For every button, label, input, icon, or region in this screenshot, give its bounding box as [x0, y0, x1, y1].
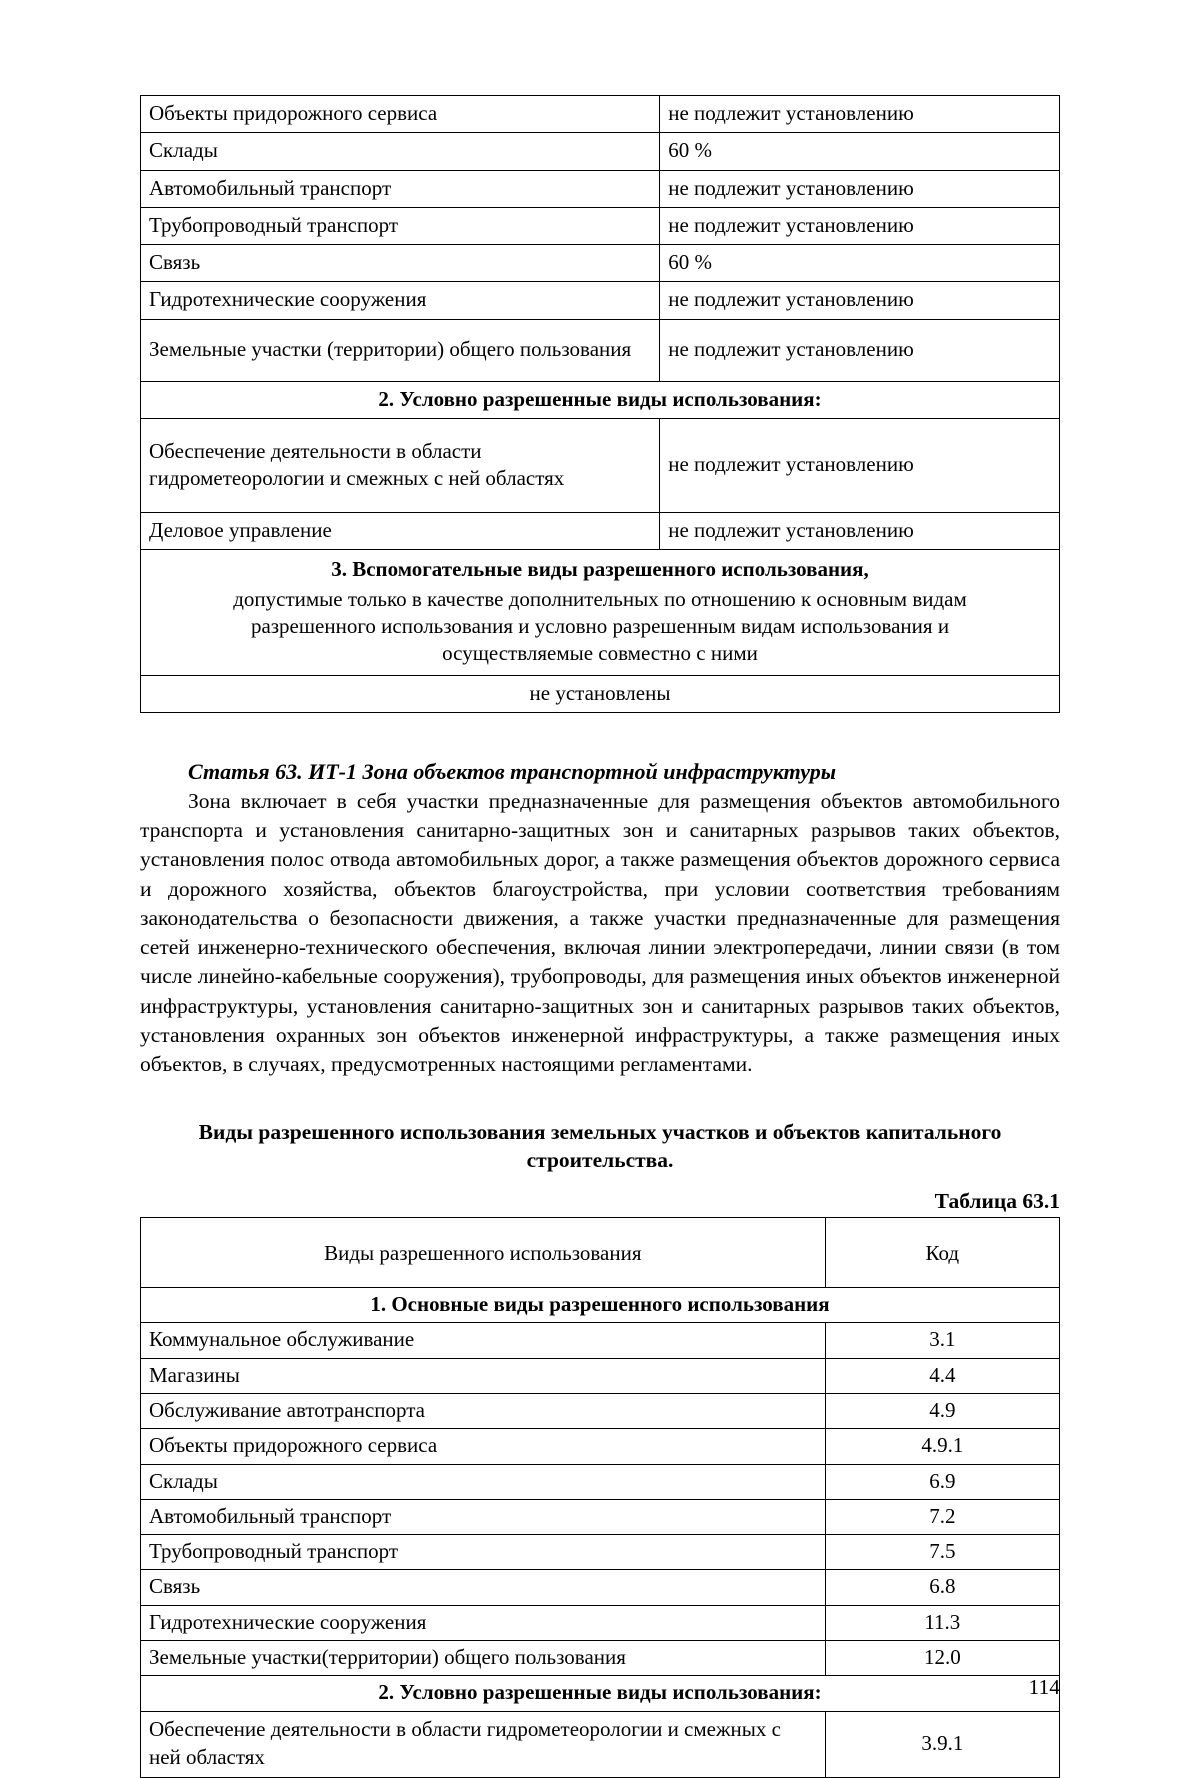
use-code-cell: 4.9 [825, 1393, 1059, 1428]
table-row [141, 245, 1060, 282]
use-code-cell: 3.1 [825, 1323, 1059, 1358]
use-value-cell: не подлежит установлению [660, 419, 1060, 513]
use-value-cell: не подлежит установлению [660, 319, 1060, 381]
use-type-cell: Магазины [141, 1358, 826, 1393]
use-value-cell: не подлежит установлению [660, 207, 1060, 244]
use-type-cell: Земельные участки(территории) общего пользования [141, 1641, 826, 1676]
table-section-row [141, 381, 1060, 418]
use-value-cell: не подлежит установлению [660, 282, 1060, 319]
table-row [141, 1570, 1060, 1605]
use-code-cell: 6.8 [825, 1570, 1059, 1605]
use-type-cell: Деловое управление [141, 513, 660, 550]
use-type-cell: Объекты придорожного сервиса [141, 96, 660, 133]
use-type-cell: Земельные участки (территории) общего пользования [141, 319, 660, 381]
use-type-cell: Объекты придорожного сервиса [141, 1429, 826, 1464]
use-value-cell: 60 % [660, 245, 1060, 282]
column-header-use-type: Виды разрешенного использования [141, 1218, 826, 1288]
use-value-cell: 60 % [660, 133, 1060, 170]
table-header-row [141, 1218, 1060, 1288]
article-title: Статья 63. ИТ-1 Зона объектов транспортной инфраструктуры [188, 758, 836, 784]
use-value-cell: не подлежит установлению [660, 96, 1060, 133]
table-row [141, 96, 1060, 133]
use-code-cell: 7.2 [825, 1499, 1059, 1534]
use-type-cell: Гидротехнические сооружения [141, 282, 660, 319]
table-row [141, 170, 1060, 207]
auxiliary-value-cell: не установлены [141, 675, 1060, 712]
table-permitted-use-codes [140, 1217, 1060, 1778]
article-body-paragraph: Зона включает в себя участки предназначенные для размещения объектов автомобильного транспорта и установления санитарно-защитных зон и санитарных разрывов таких объектов, установления полос отвода автомобильных дорог, а также размещения объектов дорожного сервиса и дорожного хозяйства, объектов благоустройства, при условии соответствия требованиям законодательства о безопасности движения, а также участки предназначенные для размещения сетей инженерно-технического обеспечения, включая линии электропередачи, линии связи (в том числе линейно-кабельные сооружения), трубопроводы, для размещения иных объектов инженерной инфраструктуры, установления санитарно-защитных зон и санитарных разрывов таких объектов, установления охранных зон объектов инженерной инфраструктуры, а также размещения иных объектов, в случаях, предусмотренных настоящими регламентами. [140, 788, 1060, 1076]
column-header-code: Код [825, 1218, 1059, 1288]
table-body [141, 1218, 1060, 1778]
table-row [141, 1535, 1060, 1570]
page-number: 114 [1028, 1675, 1060, 1699]
use-type-cell: Гидротехнические сооружения [141, 1605, 826, 1640]
table-caption: Таблица 63.1 [934, 1189, 1060, 1214]
section-header-conditional-uses: 2. Условно разрешенные виды использования: [141, 1676, 1060, 1711]
rules-heading: Виды разрешенного использования земельных участков и объектов капитального строительства. [198, 1120, 1002, 1173]
table-section-row [141, 550, 1060, 675]
use-code-cell: 12.0 [825, 1641, 1059, 1676]
table-permitted-use-parameters [140, 95, 1060, 713]
section-header-auxiliary-uses [141, 550, 1060, 675]
use-type-cell: Коммунальное обслуживание [141, 1323, 826, 1358]
use-type-cell: Автомобильный транспорт [141, 1499, 826, 1534]
table-row [141, 133, 1060, 170]
use-code-cell: 7.5 [825, 1535, 1059, 1570]
table-row [141, 1464, 1060, 1499]
table-row [141, 319, 1060, 381]
table-section-row [141, 1676, 1060, 1711]
table-section-row [141, 1288, 1060, 1323]
use-code-cell: 11.3 [825, 1605, 1059, 1640]
use-value-cell: не подлежит установлению [660, 513, 1060, 550]
use-type-cell: Склады [141, 133, 660, 170]
use-code-cell: 4.4 [825, 1358, 1059, 1393]
table-row [141, 1393, 1060, 1428]
table-row [141, 1323, 1060, 1358]
section-header-main-uses: 1. Основные виды разрешенного использования [141, 1288, 1060, 1323]
table-body [141, 96, 1060, 713]
auxiliary-line-3: осуществляемые совместно с ними [442, 641, 758, 666]
use-type-cell: Обеспечение деятельности в области гидрометеорологии и смежных с ней областях [141, 1711, 826, 1777]
auxiliary-title: 3. Вспомогательные виды разрешенного использования, [331, 557, 869, 582]
auxiliary-line-2: разрешенного использования и условно разрешенным видам использования и [250, 613, 950, 638]
table-row [141, 675, 1060, 712]
use-type-cell: Трубопроводный транспорт [141, 1535, 826, 1570]
use-type-cell: Автомобильный транспорт [141, 170, 660, 207]
auxiliary-line-1: допустимые только в качестве дополнительных по отношению к основным видам [233, 586, 967, 611]
use-code-cell: 3.9.1 [825, 1711, 1059, 1777]
table-row [141, 1358, 1060, 1393]
use-type-cell: Трубопроводный транспорт [141, 207, 660, 244]
use-value-cell: не подлежит установлению [660, 170, 1060, 207]
table-row [141, 419, 1060, 513]
table-row [141, 513, 1060, 550]
use-type-cell: Связь [141, 1570, 826, 1605]
use-code-cell: 4.9.1 [825, 1429, 1059, 1464]
table-row [141, 1429, 1060, 1464]
table-row [141, 207, 1060, 244]
use-type-cell: Связь [141, 245, 660, 282]
use-type-cell: Обслуживание автотранспорта [141, 1393, 826, 1428]
table-row [141, 282, 1060, 319]
use-type-cell: Обеспечение деятельности в области гидрометеорологии и смежных с ней областях [141, 419, 660, 513]
use-code-cell: 6.9 [825, 1464, 1059, 1499]
table-row [141, 1499, 1060, 1534]
section-header-conditional-uses: 2. Условно разрешенные виды использования: [141, 381, 1060, 418]
table-row [141, 1641, 1060, 1676]
use-type-cell: Склады [141, 1464, 826, 1499]
table-row [141, 1711, 1060, 1777]
table-row [141, 1605, 1060, 1640]
